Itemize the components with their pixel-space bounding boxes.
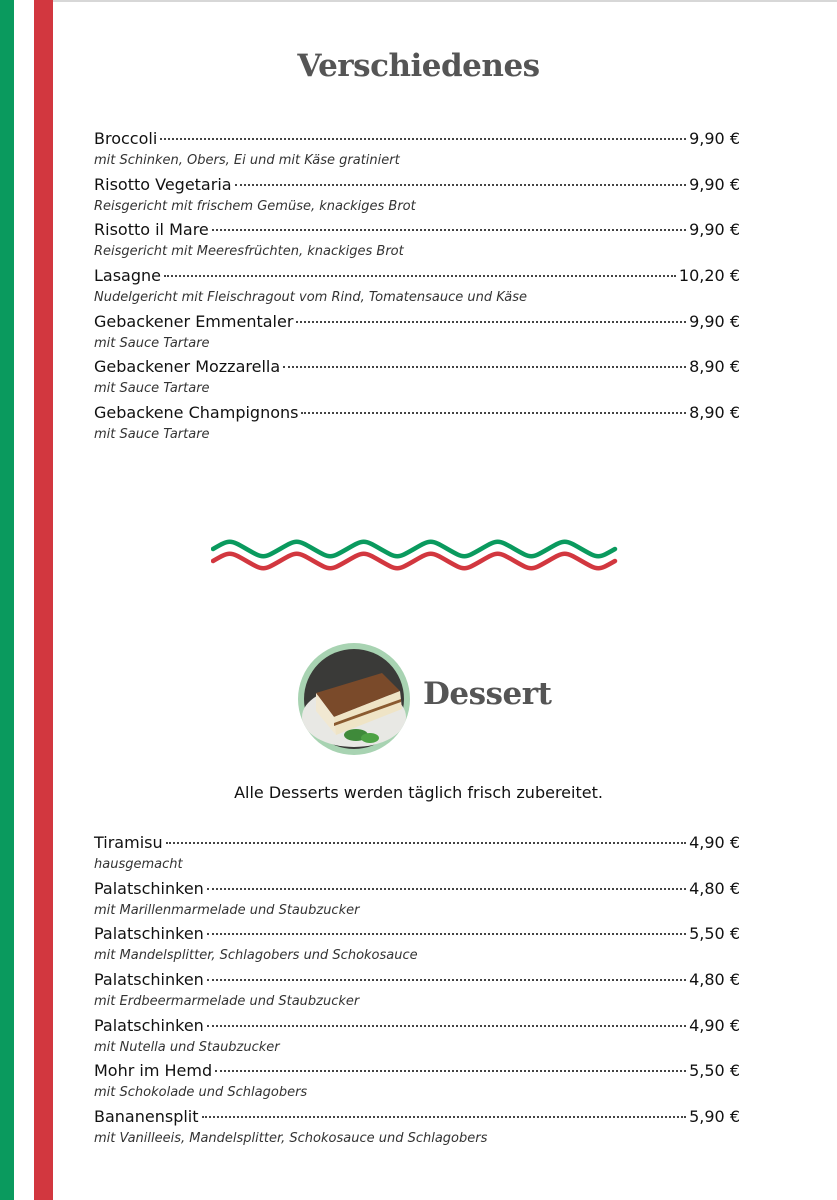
menu-item-price: 8,90 € [689,357,740,377]
dessert-intro-text: Alle Desserts werden täglich frisch zubereitet. [234,783,603,802]
menu-item-name: Gebackener Emmentaler [94,311,294,331]
menu-item-description: mit Sauce Tartare [94,427,210,443]
menu-item-name: Gebackene Champignons [94,403,299,423]
menu-item-row [94,1016,740,1039]
menu-item-name: Risotto Vegetaria [94,174,232,194]
menu-item [94,1107,740,1153]
section-title-verschiedenes: Verschiedenes [297,48,540,84]
menu-item [94,357,740,403]
menu-item-description: mit Mandelsplitter, Schlagobers und Schokosauce [94,948,418,964]
menu-item-description: Reisgericht mit Meeresfrüchten, knackiges Brot [94,244,404,260]
dot-leader [283,366,686,368]
menu-item-name: Broccoli [94,129,158,148]
menu-item-row [94,833,740,856]
menu-item-row [94,879,740,902]
menu-item-description: mit Marillenmarmelade und Staubzucker [94,902,360,918]
menu-item-name: Bananensplit [94,1107,199,1127]
menu-item-description: mit Sauce Tartare [94,335,210,351]
menu-item-price: 9,90 € [689,311,740,331]
menu-item-price: 9,90 € [689,174,740,194]
dot-leader [202,1116,687,1118]
dot-leader [207,1025,686,1027]
menu-list-verschiedenes [94,129,740,449]
menu-item-price: 4,80 € [689,970,740,990]
menu-item-price: 9,90 € [689,129,740,148]
menu-item [94,833,740,879]
menu-item-price: 8,90 € [689,403,740,423]
dot-leader [166,842,686,844]
dot-leader [164,275,676,277]
flag-stripe-red [34,0,53,1200]
menu-item-price: 4,90 € [689,833,740,852]
menu-item-description: hausgemacht [94,857,183,872]
menu-item-name: Mohr im Hemd [94,1061,213,1081]
menu-item-description: mit Schinken, Obers, Ei und mit Käse gratiniert [94,153,400,168]
tiramisu-photo [298,643,410,755]
menu-item-row [94,266,740,289]
menu-list-dessert [94,833,740,1153]
menu-item [94,266,740,312]
menu-item-price: 4,90 € [689,1015,740,1035]
menu-item-row [94,1107,740,1130]
menu-item-name: Palatschinken [94,924,204,944]
menu-item-price: 9,90 € [689,220,740,240]
menu-item [94,129,740,175]
menu-item [94,403,740,449]
menu-item-row [94,970,740,993]
menu-item-name: Lasagne [94,266,161,286]
dot-leader [296,321,686,323]
menu-item-row [94,357,740,380]
menu-item [94,970,740,1016]
flag-stripe-green [0,0,14,1200]
wave-divider-icon [211,536,627,576]
top-border [0,0,837,2]
menu-item-description: Nudelgericht mit Fleischragout vom Rind, Tomatensauce und Käse [94,290,528,306]
menu-item-description: mit Vanilleeis, Mandelsplitter, Schokosauce und Schlagobers [94,1131,488,1147]
menu-item-price: 5,50 € [689,1061,740,1081]
menu-item-row [94,403,740,426]
flag-stripe-white [14,0,34,1200]
menu-item-price: 10,20 € [678,266,740,286]
menu-item-description: Reisgericht mit frischem Gemüse, knackiges Brot [94,198,416,214]
menu-item-row [94,220,740,243]
dot-leader [235,184,687,186]
menu-item-row [94,924,740,947]
dot-leader [207,979,686,981]
menu-item [94,1016,740,1062]
menu-item-price: 4,80 € [689,878,740,898]
menu-item [94,312,740,358]
menu-item-price: 5,90 € [689,1107,740,1127]
menu-item-name: Risotto il Mare [94,220,209,240]
dot-leader [160,138,686,140]
menu-item [94,1061,740,1107]
menu-item-description: mit Schokolade und Schlagobers [94,1085,308,1101]
menu-item-name: Palatschinken [94,1015,204,1035]
menu-item [94,220,740,266]
dot-leader [212,229,686,231]
menu-item [94,924,740,970]
dot-leader [301,412,686,414]
dot-leader [207,888,686,890]
menu-item-name: Gebackener Mozzarella [94,357,281,377]
menu-item-row [94,175,740,198]
menu-item-description: mit Erdbeermarmelade und Staubzucker [94,994,360,1010]
menu-item-row [94,129,740,152]
menu-item-description: mit Sauce Tartare [94,381,210,397]
menu-item [94,175,740,221]
menu-item-name: Palatschinken [94,878,204,898]
menu-item-description: mit Nutella und Staubzucker [94,1039,280,1055]
menu-item-name: Palatschinken [94,970,204,990]
menu-item-row [94,312,740,335]
menu-item [94,879,740,925]
section-title-dessert: Dessert [423,676,552,712]
dot-leader [215,1070,686,1072]
menu-item-name: Tiramisu [94,833,163,852]
menu-item-price: 5,50 € [689,924,740,944]
dot-leader [207,933,686,935]
menu-item-row [94,1061,740,1084]
